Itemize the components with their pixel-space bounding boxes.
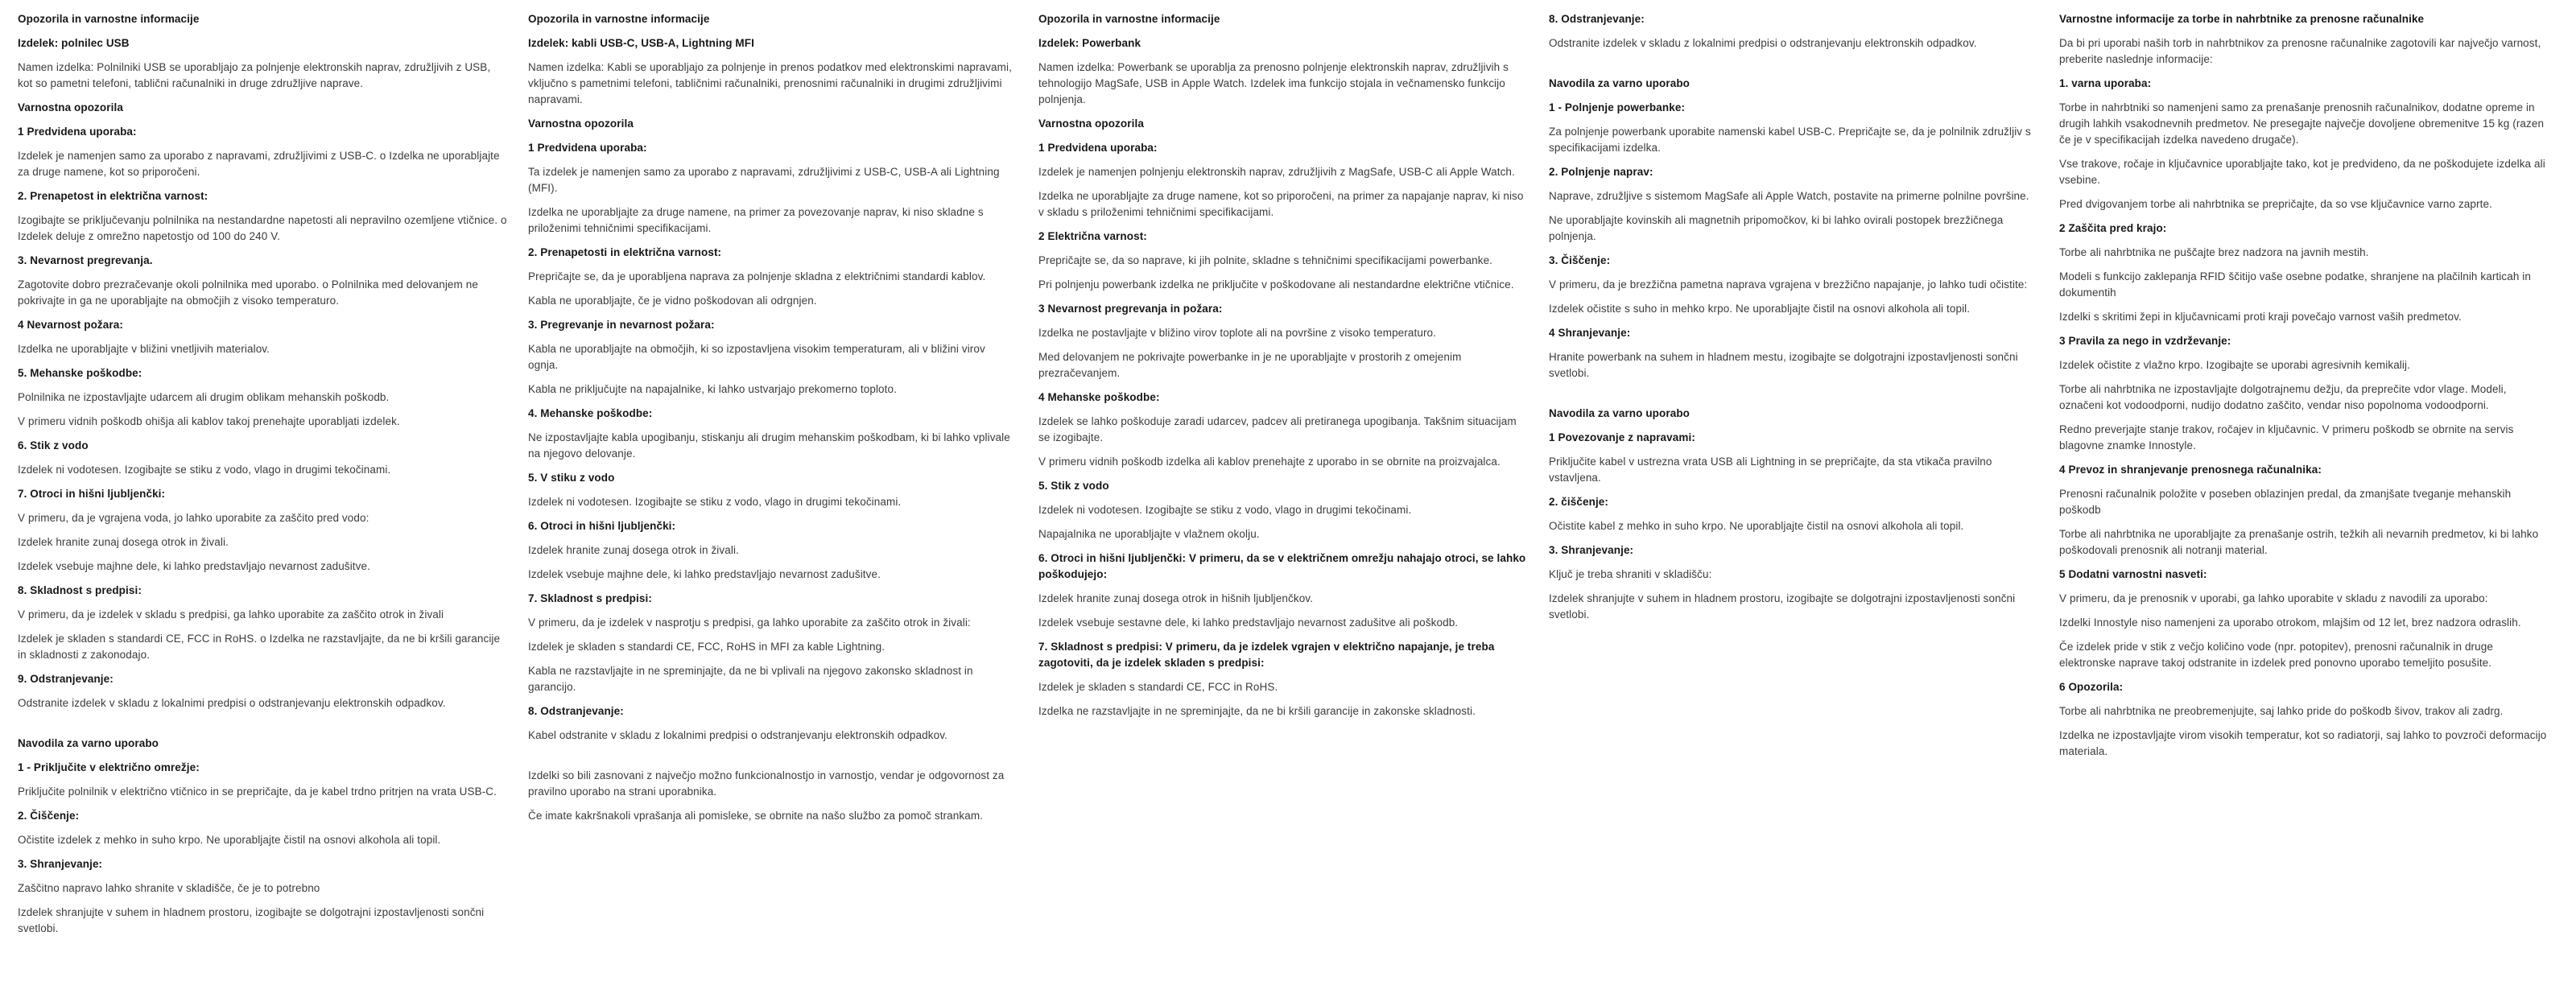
paragraph: Priključite polnilnik v električno vtičnico in se prepričajte, da je kabel trdno pritrjen na vrata USB-C. [18,785,497,798]
section-heading: 2. Čiščenje: [18,810,80,822]
paragraph: Izdelek očistite s suho in mehko krpo. Ne uporabljajte čistil na osnovi alkohola ali topil. [1549,303,1971,315]
paragraph: Za polnjenje powerbank uporabite namenski kabel USB-C. Prepričajte se, da je polnilnik združljiv s specifikacijami izdelka. [1549,126,2031,154]
document-title: Varnostne informacije za torbe in nahrbtnike za prenosne računalnike [2059,13,2425,25]
paragraph: Če izdelek pride v stik z večjo količino vode (npr. potopitev), prenosni računalnik in druge elektronske naprave takoj odstranite in izdelek pred ponovno uporabo temeljito posušite. [2059,641,2493,669]
section-heading: 6. Otroci in hišni ljubljenčki: [528,520,676,532]
section-heading: Navodila za varno uporabo [1549,77,1690,89]
section-heading: Izdelek: Powerbank [1038,37,1141,49]
section-heading: 3. Pregrevanje in nevarnost požara: [528,319,715,331]
section-heading: 2. Prenapetosti in električna varnost: [528,246,722,258]
paragraph: Očistite izdelek z mehko in suho krpo. Ne uporabljajte čistil na osnovi alkohola ali topil. [18,834,441,846]
section-heading: 1 Predvidena uporaba: [18,126,137,138]
section-heading: 1 Povezovanje z napravami: [1549,431,1695,443]
paragraph: V primeru, da je izdelek v skladu s predpisi, ga lahko uporabite za zaščito otrok in živali [18,608,444,621]
section-heading: 2. Prenapetost in električna varnost: [18,190,208,202]
paragraph: Naprave, združljive s sistemom MagSafe ali Apple Watch, postavite na primerne polnilne površine. [1549,190,2029,202]
paragraph: Zagotovite dobro prezračevanje okoli polnilnika med uporabo. o Polnilnika med delovanjem ne pokrivajte in ga ne uporabljajte na območjih z visoko temperaturo. [18,278,478,307]
paragraph: Izdelek vsebuje majhne dele, ki lahko predstavljajo nevarnost zadušitve. [18,560,370,572]
paragraph: Izdelek ni vodotesen. Izogibajte se stiku z vodo, vlago in drugimi tekočinami. [1038,504,1412,516]
section-heading: 3. Shranjevanje: [1549,544,1634,556]
paragraph: Izdelek shranjujte v suhem in hladnem prostoru, izogibajte se dolgotrajni izpostavljenosti sončni svetlobi. [1549,592,2016,621]
section-heading: Izdelek: kabli USB-C, USB-A, Lightning MFI [528,37,754,49]
paragraph: V primeru, da je vgrajena voda, jo lahko uporabite za zaščito pred vodo: [18,512,369,524]
section-heading: 3 Pravila za nego in vzdrževanje: [2059,335,2231,347]
paragraph: Izdelek je skladen s standardi CE, FCC in RoHS. [1038,681,1278,693]
paragraph: Prepričajte se, da so naprave, ki jih polnite, skladne s tehničnimi specifikacijami powerbanke. [1038,254,1493,266]
section-heading: 1 - Priključite v električno omrežje: [18,761,200,773]
paragraph: Odstranite izdelek v skladu z lokalnimi predpisi o odstranjevanju elektronskih odpadkov. [1549,37,1977,49]
section-heading: 2 Električna varnost: [1038,230,1147,242]
paragraph: Namen izdelka: Kabli se uporabljajo za polnjenje in prenos podatkov med elektronskimi napravami, vključno s pametnimi telefoni, tabličnimi računalniki, prenosnimi računalniki in drugimi združljivimi napravami. [528,61,1012,105]
section-heading: 9. Odstranjevanje: [18,673,114,685]
document-title: Opozorila in varnostne informacije [18,13,200,25]
section-heading: Izdelek: polnilec USB [18,37,130,49]
paragraph: Torbe in nahrbtniki so namenjeni samo za prenašanje prenosnih računalnikov, dodatne opreme in drugih lahkih vsakodnevnih predmetov. Ne presegajte največje dovoljene obremenitve 15 kg (razen če je v specifikacijah izdelka navedeno drugače). [2059,101,2545,146]
document-title: Opozorila in varnostne informacije [1038,13,1220,25]
section-heading: 3. Nevarnost pregrevanja. [18,254,153,266]
paragraph: Ne uporabljajte kovinskih ali magnetnih pripomočkov, ki bi lahko ovirali postopek brezžičnega polnjenja. [1549,214,2004,242]
section-heading: 6. Stik z vodo [18,439,89,451]
paragraph: Izdelka ne uporabljajte za druge namene, kot so priporočeni, na primer za napajanje naprav, ki niso v skladu s priloženimi tehničnimi specifikacijami. [1038,190,1524,218]
paragraph: Namen izdelka: Polnilniki USB se uporabljajo za polnjenje elektronskih naprav, združljivih z USB, kot so pametni telefoni, tablični računalniki in druge združljive naprave. [18,61,491,89]
paragraph: Vse trakove, ročaje in ključavnice uporabljajte tako, kot je predvideno, da ne poškodujete izdelka ali vsebine. [2059,158,2545,186]
paragraph: Torbe ali nahrbtnika ne puščajte brez nadzora na javnih mestih. [2059,246,2369,258]
section-heading: 6 Opozorila: [2059,681,2124,693]
paragraph: Izdelka ne postavljajte v bližino virov toplote ali na površine z visoko temperaturo. [1038,327,1436,339]
paragraph: Odstranite izdelek v skladu z lokalnimi predpisi o odstranjevanju elektronskih odpadkov. [18,697,446,709]
paragraph: Izdelek shranjujte v suhem in hladnem prostoru, izogibajte se dolgotrajni izpostavljenosti sončni svetlobi. [18,906,485,934]
paragraph: Izdelka ne uporabljajte za druge namene, na primer za povezovanje naprav, ki niso skladne s priloženimi tehničnimi specifikacijami. [528,206,984,234]
section-heading: 5 Dodatni varnostni nasveti: [2059,568,2207,580]
paragraph: Izdelek ni vodotesen. Izogibajte se stiku z vodo, vlago in drugimi tekočinami. [18,464,391,476]
column-usb-charger [18,11,507,937]
paragraph: Izdelki s skritimi žepi in ključavnicami proti kraji povečajo varnost vaših predmetov. [2059,311,2462,323]
section-heading: 4. Mehanske poškodbe: [528,407,653,419]
paragraph: Izdelek vsebuje majhne dele, ki lahko predstavljajo nevarnost zadušitve. [528,568,881,580]
paragraph: Izdelek je skladen s standardi CE, FCC in RoHS. o Izdelka ne razstavljajte, da ne bi kršili garancije in skladnosti z zakonodajo. [18,633,501,661]
paragraph: Izdelek se lahko poškoduje zaradi udarcev, padcev ali pretiranega upogibanja. Takšnim situacijam se izogibajte. [1038,415,1517,443]
paragraph: Kabel odstranite v skladu z lokalnimi predpisi o odstranjevanju elektronskih odpadkov. [528,729,947,741]
paragraph: Izdelki so bili zasnovani z največjo možno funkcionalnostjo in varnostjo, vendar je odgovornost za pravilno uporabo na strani uporabnika. [528,769,1005,798]
paragraph: Namen izdelka: Powerbank se uporablja za prenosno polnjenje elektronskih naprav, združljivih s tehnologijo MagSafe, USB in Apple Watch. Izdelek ima funkcijo stojala in večnamensko funkcijo polnjenja. [1038,61,1509,105]
section-heading: 1 Predvidena uporaba: [1038,142,1158,154]
paragraph: Napajalnika ne uporabljajte v vlažnem okolju. [1038,528,1260,540]
paragraph: V primeru, da je izdelek v nasprotju s predpisi, ga lahko uporabite za zaščito otrok in živali: [528,616,971,629]
column-cables [528,11,1018,824]
section-heading: 2. čiščenje: [1549,496,1608,508]
section-heading: 6. Otroci in hišni ljubljenčki: V primeru, da se v električnem omrežju nahajajo otroci, se lahko poškodujejo: [1038,552,1526,580]
paragraph: Izdelek hranite zunaj dosega otrok in živali. [18,536,229,548]
section-heading: 4 Prevoz in shranjevanje prenosnega računalnika: [2059,464,2322,476]
paragraph: Kabla ne uporabljajte, če je vidno poškodovan ali odrgnjen. [528,295,817,307]
paragraph: Izdelek ni vodotesen. Izogibajte se stiku z vodo, vlago in drugimi tekočinami. [528,496,902,508]
section-heading: 5. V stiku z vodo [528,472,615,484]
paragraph: Kabla ne uporabljajte na območjih, ki so izpostavljena visokim temperaturam, ali v bližini virov ognja. [528,343,985,371]
paragraph: Očistite kabel z mehko in suho krpo. Ne uporabljajte čistil na osnovi alkohola ali topil. [1549,520,1964,532]
section-heading: 1. varna uporaba: [2059,77,2152,89]
paragraph: Izdelka ne izpostavljajte virom visokih temperatur, kot so radiatorji, saj lahko to povzroči deformacijo materiala. [2059,729,2547,757]
paragraph: Redno preverjajte stanje trakov, ročajev in ključavnic. V primeru poškodb se obrnite na servis blagovne znamke Innostyle. [2059,423,2514,451]
paragraph: V primeru, da je brezžična pametna naprava vgrajena v brezžično napajanje, jo lahko tudi očistite: [1549,278,2028,291]
section-heading: Varnostna opozorila [1038,118,1144,130]
paragraph: Izogibajte se priključevanju polnilnika na nestandardne napetosti ali nepravilno ozemljene vtičnice. o Izdelek deluje z omrežno napetostjo od 100 do 240 V. [18,214,507,242]
section-heading: 3. Shranjevanje: [18,858,103,870]
section-heading: 4 Mehanske poškodbe: [1038,391,1160,403]
paragraph: V primeru vidnih poškodb izdelka ali kablov prenehajte z uporabo in se obrnite na proizvajalca. [1038,456,1501,468]
section-heading: 8. Odstranjevanje: [528,705,624,717]
paragraph: Kabla ne priključujte na napajalnike, ki lahko ustvarjajo prekomerno toploto. [528,383,897,395]
section-heading: Varnostna opozorila [18,101,123,113]
section-heading: 7. Skladnost s predpisi: V primeru, da je izdelek vgrajen v električno napajanje, je treba zagotoviti, da je izdelek skladen s predpisi: [1038,641,1495,669]
paragraph: V primeru vidnih poškodb ohišja ali kablov takoj prenehajte uporabljati izdelek. [18,415,400,427]
section-heading: Navodila za varno uporabo [1549,407,1690,419]
paragraph: Da bi pri uporabi naših torb in nahrbtnikov za prenosne računalnike zagotovili kar največjo varnost, preberite naslednje informacije: [2059,37,2541,65]
paragraph: Ta izdelek je namenjen samo za uporabo z napravami, združljivimi z USB-C, USB-A ali Lightning (MFI). [528,166,1000,194]
paragraph: Izdelek je namenjen samo za uporabo z napravami, združljivimi z USB-C. o Izdelka ne uporabljajte za druge namene, kot so priporočeni. [18,150,500,178]
paragraph: V primeru, da je prenosnik v uporabi, ga lahko uporabite v skladu z navodili za uporabo: [2059,592,2488,604]
paragraph: Modeli s funkcijo zaklepanja RFID ščitijo vaše osebne podatke, shranjene na plačilnih karticah in dokumentih [2059,270,2532,299]
paragraph: Izdelek hranite zunaj dosega otrok in hišnih ljubljenčkov. [1038,592,1313,604]
paragraph: Izdelek hranite zunaj dosega otrok in živali. [528,544,739,556]
paragraph: Polnilnika ne izpostavljajte udarcem ali drugim oblikam mehanskih poškodb. [18,391,390,403]
section-heading: 8. Odstranjevanje: [1549,13,1645,25]
paragraph: Izdelka ne razstavljajte in ne spreminjajte, da ne bi kršili garancije in zakonske skladnosti. [1038,705,1476,717]
section-heading: 2 Zaščita pred krajo: [2059,222,2167,234]
paragraph: Priključite kabel v ustrezna vrata USB ali Lightning in se prepričajte, da sta vtikača pravilno vstavljena. [1549,456,1992,484]
document-title: Opozorila in varnostne informacije [528,13,710,25]
paragraph: Izdelek je skladen s standardi CE, FCC, RoHS in MFI za kable Lightning. [528,641,886,653]
paragraph: Izdelek vsebuje sestavne dele, ki lahko predstavljajo nevarnost zadušitve ali poškodb. [1038,616,1459,629]
column-laptop-bags [2059,11,2549,760]
paragraph: Torbe ali nahrbtnika ne preobremenjujte, saj lahko pride do poškodb šivov, trakov ali zadrg. [2059,705,2504,717]
paragraph: Izdelki Innostyle niso namenjeni za uporabo otrokom, mlajšim od 12 let, brez nadzora odraslih. [2059,616,2521,629]
paragraph: Prenosni računalnik položite v poseben oblazinjen predal, da zmanjšate tveganje mehanskih poškodb [2059,488,2512,516]
paragraph: Hranite powerbank na suhem in hladnem mestu, izogibajte se dolgotrajni izpostavljenosti sončni svetlobi. [1549,351,2018,379]
paragraph: Prepričajte se, da je uporabljena naprava za polnjenje skladna z električnimi standardi kablov. [528,270,986,282]
paragraph: Izdelek je namenjen polnjenju elektronskih naprav, združljivih z MagSafe, USB-C ali Apple Watch. [1038,166,1515,178]
section-heading: 8. Skladnost s predpisi: [18,584,142,596]
section-heading: 3 Nevarnost pregrevanja in požara: [1038,303,1223,315]
paragraph: Torbe ali nahrbtnika ne izpostavljajte dolgotrajnemu dežju, da preprečite vdor vlage. Modeli, označeni kot vodoodporni, nudijo dodatno zaščito, vendar niso popolnoma vodoodporni. [2059,383,2507,411]
paragraph: Zaščitno napravo lahko shranite v skladišče, če je to potrebno [18,882,320,894]
section-heading: 5. Stik z vodo [1038,480,1109,492]
paragraph: Pri polnjenju powerbank izdelka ne priključite v poškodovane ali nestandardne električne vtičnice. [1038,278,1514,291]
paragraph: Pred dvigovanjem torbe ali nahrbtnika se prepričajte, da so vse ključavnice varno zaprte. [2059,198,2492,210]
paragraph: Ključ je treba shraniti v skladišču: [1549,568,1712,580]
section-heading: 4 Nevarnost požara: [18,319,123,331]
paragraph: Izdelek očistite z vlažno krpo. Izogibajte se uporabi agresivnih kemikalij. [2059,359,2410,371]
section-heading: 4 Shranjevanje: [1549,327,1631,339]
section-heading: 1 - Polnjenje powerbanke: [1549,101,1686,113]
paragraph: Med delovanjem ne pokrivajte powerbanke in je ne uporabljajte v prostorih z omejenim prezračevanjem. [1038,351,1462,379]
section-heading: Navodila za varno uporabo [18,737,159,749]
section-heading: 3. Čiščenje: [1549,254,1611,266]
section-heading: 5. Mehanske poškodbe: [18,367,142,379]
section-heading: 7. Skladnost s predpisi: [528,592,652,604]
section-heading: Varnostna opozorila [528,118,634,130]
paragraph: Izdelka ne uporabljajte v bližini vnetljivih materialov. [18,343,270,355]
paragraph: Torbe ali nahrbtnika ne uporabljajte za prenašanje ostrih, težkih ali nevarnih predmetov, ki bi lahko poškodovali prenosnik ali notranji material. [2059,528,2539,556]
paragraph: Kabla ne razstavljajte in ne spreminjajte, da ne bi vplivali na njegovo zakonsko skladnost in garancijo. [528,665,973,693]
column-powerbank-continued [1549,11,2038,623]
paragraph: Če imate kakršnakoli vprašanja ali pomisleke, se obrnite na našo službo za pomoč strankam. [528,810,984,822]
section-heading: 7. Otroci in hišni ljubljenčki: [18,488,166,500]
section-heading: 1 Predvidena uporaba: [528,142,647,154]
paragraph: Ne izpostavljajte kabla upogibanju, stiskanju ali drugim mehanskim poškodbam, ki bi lahko vplivale na njegovo delovanje. [528,431,1010,460]
section-heading: 2. Polnjenje naprav: [1549,166,1653,178]
column-powerbank [1038,11,1528,719]
